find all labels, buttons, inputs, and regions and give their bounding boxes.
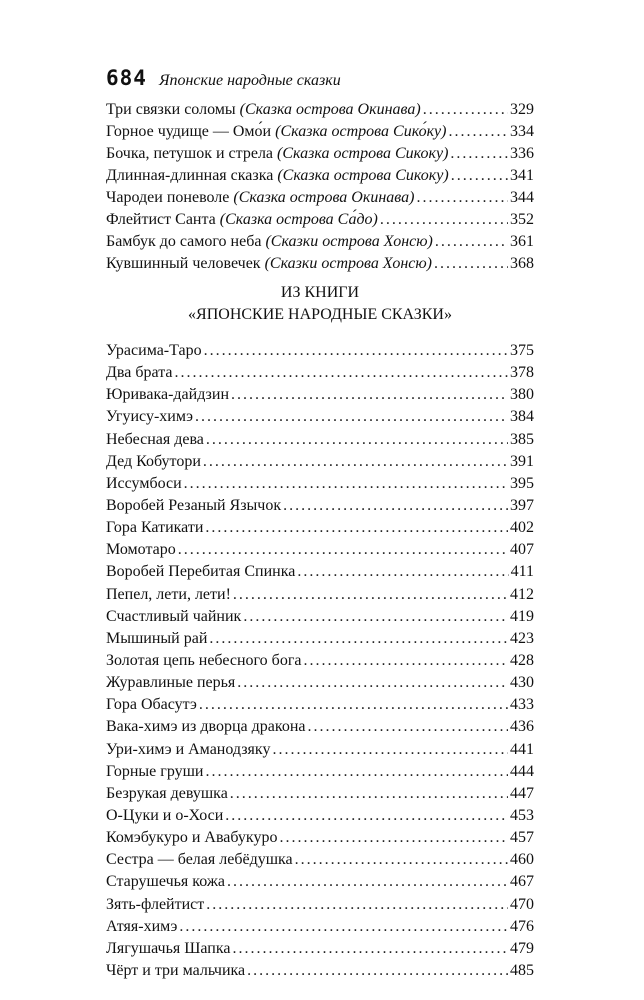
- toc-entry-title: [106, 541, 176, 559]
- toc-entry: [106, 189, 534, 211]
- toc-entry: [106, 608, 534, 630]
- dot-leader: [206, 763, 509, 781]
- toc-entry-page: 407: [510, 541, 534, 559]
- toc-entry-title: [106, 408, 193, 426]
- dot-leader: [243, 608, 508, 626]
- toc-entry-title: [106, 563, 295, 581]
- toc-entry-title: [106, 586, 231, 604]
- entry-title-text: Безрукая девушка: [106, 784, 228, 802]
- dot-leader: [303, 652, 508, 670]
- toc-entry: [106, 940, 534, 962]
- dot-leader: [434, 255, 508, 273]
- toc-entry: [106, 896, 534, 918]
- entry-note: (Сказка острова Сико́ку): [275, 123, 447, 140]
- section-heading-line-2: «ЯПОНСКИЕ НАРОДНЫЕ СКАЗКИ»: [188, 306, 452, 323]
- toc-entry-page: 457: [510, 829, 534, 847]
- entry-title-text: Атяя-химэ: [106, 917, 178, 935]
- toc-entry-title: [106, 940, 230, 958]
- toc-entry-page: 470: [510, 895, 534, 913]
- dot-leader: [297, 563, 508, 581]
- entry-title-text: Юривака-дайдзин: [106, 386, 229, 404]
- entry-note: (Сказка острова Окинава): [233, 189, 415, 206]
- entry-title-text: Гора Обасутэ: [106, 696, 197, 714]
- toc-entry-title: [106, 431, 204, 449]
- dot-leader: [233, 586, 508, 604]
- entry-title-text: Дед Кобутори: [106, 452, 201, 470]
- toc-entry-title: [106, 519, 203, 537]
- entry-title-text: Флейтист Санта: [106, 211, 220, 228]
- toc-entry-page: 412: [510, 585, 534, 603]
- toc-entry: [106, 630, 534, 652]
- toc-entry: [106, 763, 534, 785]
- dot-leader: [199, 696, 508, 714]
- toc-entry: [106, 962, 534, 984]
- toc-entry-title: [106, 741, 270, 759]
- entry-note: (Сказка острова Сикоку): [277, 145, 449, 162]
- toc-entry: [106, 652, 534, 674]
- dot-leader: [237, 674, 508, 692]
- page-number: 684: [106, 66, 147, 90]
- entry-title-text: Золотая цепь небесного бога: [106, 651, 302, 669]
- toc-entry-page: 447: [510, 784, 534, 802]
- dot-leader: [195, 408, 508, 426]
- entry-title-text: Чёрт и три мальчика: [106, 961, 246, 979]
- dot-leader: [231, 386, 508, 404]
- toc-entry: [106, 453, 534, 475]
- dot-leader: [423, 101, 508, 119]
- toc-entry: [106, 696, 534, 718]
- entry-title-text: Гора Катикати: [106, 519, 204, 537]
- toc-entry-page: 430: [510, 674, 534, 692]
- toc-entry: [106, 586, 534, 608]
- dot-leader: [205, 519, 508, 537]
- toc-entry-page: 375: [510, 342, 534, 359]
- toc-entry-title: [106, 364, 172, 382]
- toc-entry-title: [106, 167, 449, 185]
- toc-entry-title: [106, 211, 378, 229]
- dot-leader: [307, 718, 508, 736]
- entry-title-text: Иссумбоси: [106, 474, 182, 492]
- toc-entry: [106, 364, 534, 386]
- toc-entry-title: [106, 497, 281, 515]
- toc-entry: [106, 431, 534, 453]
- entry-title-text: Бамбук до самого неба: [106, 233, 266, 250]
- dot-leader: [209, 630, 508, 648]
- toc-entry-page: 453: [510, 806, 534, 824]
- dot-leader: [227, 873, 508, 891]
- entry-title-text: Момотаро: [106, 541, 176, 559]
- entry-note: (Сказка острова Са́до): [219, 211, 378, 228]
- dot-leader: [416, 189, 508, 207]
- toc-entry-page: 402: [510, 519, 534, 537]
- toc-entry: [106, 386, 534, 408]
- dot-leader: [247, 962, 508, 980]
- toc-entry-title: [106, 763, 204, 781]
- dot-leader: [435, 233, 508, 251]
- toc-entry-page: 334: [510, 123, 534, 140]
- dot-leader: [206, 431, 508, 449]
- toc-entry-page: 385: [510, 430, 534, 448]
- dot-leader: [448, 123, 508, 141]
- toc-entry: [106, 497, 534, 519]
- toc-entry-page: 329: [510, 101, 534, 118]
- toc-entry-title: [106, 630, 207, 648]
- entry-note: (Сказка острова Окинава): [239, 101, 421, 118]
- toc-entry-title: [106, 785, 228, 803]
- toc-entry-title: [106, 101, 421, 119]
- toc-entry-title: [106, 342, 202, 360]
- toc-part-1: [106, 101, 534, 277]
- toc-entry: [106, 255, 534, 277]
- toc-entry: [106, 829, 534, 851]
- toc-entry-title: [106, 851, 293, 869]
- dot-leader: [232, 940, 508, 958]
- dot-leader: [283, 497, 508, 515]
- toc-entry-page: 436: [510, 718, 534, 736]
- toc-entry-page: 384: [510, 408, 534, 426]
- entry-title-text: Мышиный рай: [106, 629, 208, 647]
- toc-entry-title: [106, 145, 448, 163]
- toc-entry: [106, 807, 534, 829]
- toc-part-2: [106, 342, 534, 984]
- dot-leader: [272, 741, 508, 759]
- dot-leader: [451, 167, 508, 185]
- toc-entry-page: 380: [510, 386, 534, 404]
- entry-title-text: Бочка, петушок и стрела: [106, 145, 278, 162]
- toc-entry: [106, 101, 534, 123]
- toc-entry-title: [106, 652, 301, 670]
- entry-title-text: Два брата: [106, 364, 173, 382]
- toc-entry-page: 485: [510, 961, 534, 979]
- toc-entry-title: [106, 896, 204, 914]
- toc-entry: [106, 167, 534, 189]
- toc-entry-title: [106, 829, 277, 847]
- toc-entry: [106, 123, 534, 145]
- entry-title-text: О-Цуки и о-Хоси: [106, 806, 224, 824]
- entry-title-text: Воробей Резаный Язычок: [106, 496, 282, 514]
- toc-entry-title: [106, 233, 433, 251]
- section-heading: [106, 282, 534, 326]
- dot-leader: [184, 475, 508, 493]
- toc-entry: [106, 785, 534, 807]
- toc-entry-page: 391: [510, 452, 534, 470]
- toc-entry: [106, 408, 534, 430]
- toc-entry-page: 341: [510, 167, 534, 184]
- toc-entry-page: 368: [510, 255, 534, 272]
- toc-entry-page: 397: [510, 496, 534, 514]
- toc-entry: [106, 563, 534, 585]
- entry-title-text: Горное чудище — Омо́и: [106, 123, 276, 140]
- dot-leader: [204, 342, 508, 360]
- toc-entry-page: 352: [510, 211, 534, 228]
- entry-title-text: Угуису-химэ: [106, 408, 194, 426]
- toc-entry-title: [106, 962, 245, 980]
- dot-leader: [206, 896, 508, 914]
- toc-entry: [106, 342, 534, 364]
- entry-title-text: Урасима-Таро: [106, 342, 202, 359]
- toc-entry: [106, 851, 534, 873]
- entry-title-text: Счастливый чайник: [106, 607, 242, 625]
- entry-title-text: Кувшинный человечек: [106, 255, 265, 272]
- toc-entry: [106, 211, 534, 233]
- entry-title-text: Старушечья кожа: [106, 873, 225, 891]
- toc-entry-page: 460: [510, 851, 534, 869]
- toc-entry-title: [106, 807, 223, 825]
- entry-title-text: Вака-химэ из дворца дракона: [106, 718, 306, 736]
- entry-title-text: Лягушачья Шапка: [106, 939, 231, 957]
- toc-entry-page: 378: [510, 364, 534, 382]
- running-title: Японские народные сказки: [158, 72, 341, 89]
- dot-leader: [279, 829, 508, 847]
- toc-entry-page: 476: [510, 917, 534, 935]
- toc-entry: [106, 519, 534, 541]
- toc-entry-page: 479: [510, 939, 534, 957]
- entry-title-text: Горные груши: [106, 762, 204, 780]
- entry-title-text: Ури-химэ и Аманодзяку: [106, 740, 271, 758]
- dot-leader: [178, 541, 508, 559]
- page-header: [106, 66, 341, 90]
- toc-entry-title: [106, 873, 225, 891]
- toc-entry-title: [106, 123, 446, 141]
- entry-title-text: Чародеи поневоле: [106, 189, 234, 206]
- dot-leader: [225, 807, 508, 825]
- toc-entry-title: [106, 718, 305, 736]
- toc-entry-page: 428: [510, 651, 534, 669]
- dot-leader: [295, 851, 508, 869]
- toc-entry: [106, 741, 534, 763]
- entry-title-text: Пепел, лети, лети!: [106, 585, 231, 603]
- entry-note: (Сказки острова Хонсю): [264, 255, 432, 272]
- toc-entry-title: [106, 475, 182, 493]
- toc-entry-page: 441: [510, 740, 534, 758]
- entry-title-text: Журавлиные перья: [106, 674, 236, 692]
- dot-leader: [380, 211, 508, 229]
- entry-note: (Сказки острова Хонсю): [265, 233, 433, 250]
- entry-title-text: Воробей Перебитая Спинка: [106, 563, 296, 581]
- entry-title-text: Зять-флейтист: [106, 895, 205, 913]
- toc-entry-title: [106, 255, 432, 273]
- toc-entry-title: [106, 918, 177, 936]
- toc-entry-page: 395: [510, 474, 534, 492]
- toc-entry-page: 344: [510, 189, 534, 206]
- toc-entry-title: [106, 674, 235, 692]
- dot-leader: [203, 453, 508, 471]
- entry-title-text: Длинная-длинная сказка: [106, 167, 278, 184]
- toc-entry: [106, 918, 534, 940]
- dot-leader: [174, 364, 508, 382]
- entry-title-text: Три связки соломы: [106, 101, 240, 118]
- entry-note: (Сказка острова Сикоку): [277, 167, 449, 184]
- entry-title-text: Комэбукуро и Авабукуро: [106, 829, 278, 847]
- entry-title-text: Небесная дева: [106, 430, 204, 448]
- toc-entry: [106, 145, 534, 167]
- toc-entry: [106, 233, 534, 255]
- toc-entry-page: 467: [510, 873, 534, 891]
- toc-entry-title: [106, 608, 241, 626]
- toc-entry: [106, 718, 534, 740]
- toc-entry-page: 411: [510, 563, 534, 581]
- toc-entry-page: 444: [510, 762, 534, 780]
- toc-entry-page: 361: [510, 233, 534, 250]
- toc-entry-page: 336: [510, 145, 534, 162]
- toc-entry-title: [106, 386, 229, 404]
- dot-leader: [450, 145, 508, 163]
- dot-leader: [179, 918, 508, 936]
- toc-entry-title: [106, 453, 201, 471]
- toc-entry-title: [106, 696, 197, 714]
- toc-entry-page: 423: [510, 629, 534, 647]
- toc-entry-page: 433: [510, 696, 534, 714]
- entry-title-text: Сестра — белая лебёдушка: [106, 851, 293, 869]
- section-heading-line-1: ИЗ КНИГИ: [280, 284, 360, 301]
- toc-entry: [106, 674, 534, 696]
- toc-entry-page: 419: [510, 607, 534, 625]
- toc-entry-title: [106, 189, 414, 207]
- toc-entry: [106, 541, 534, 563]
- dot-leader: [230, 785, 508, 803]
- toc-entry: [106, 873, 534, 895]
- toc-entry: [106, 475, 534, 497]
